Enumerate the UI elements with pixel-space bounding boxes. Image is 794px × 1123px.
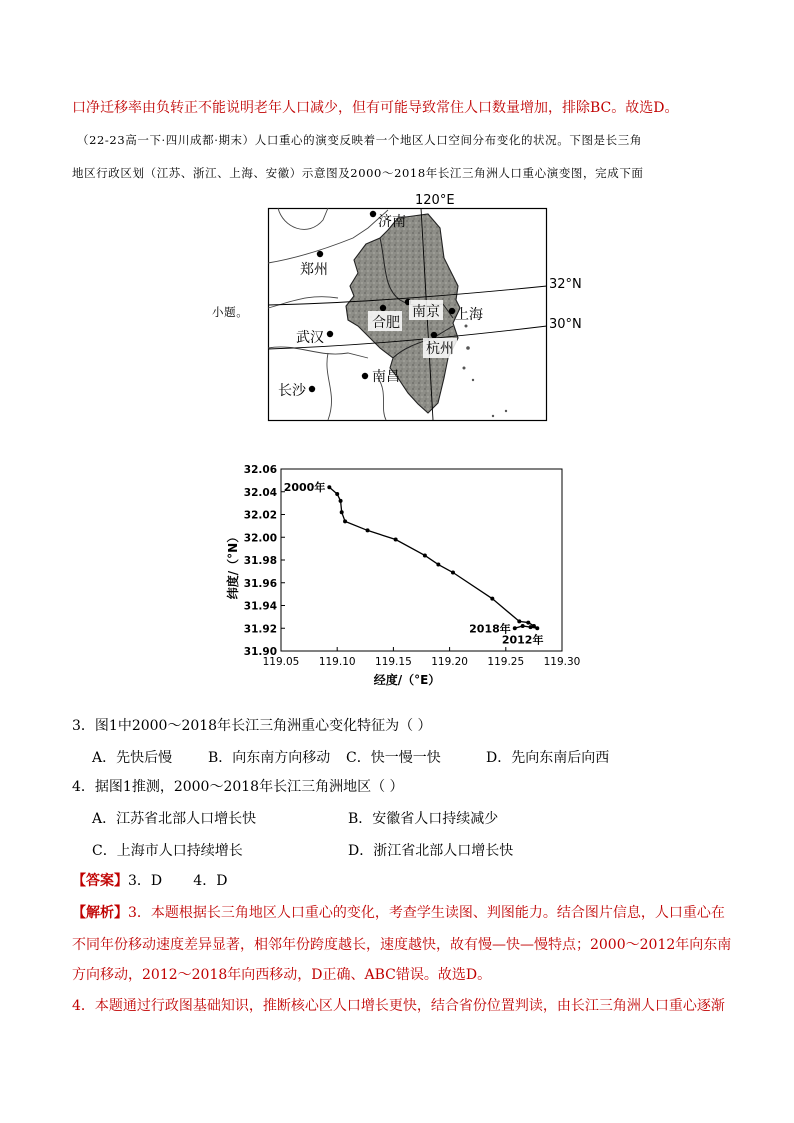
y-tick-label: 31.98: [243, 555, 277, 567]
q4-option-a[interactable]: A．江苏省北部人口增长快: [92, 811, 257, 827]
label-120e: 120°E: [415, 193, 455, 208]
question-intro-line1: （22-23高一下·四川成都·期末）人口重心的演变反映着一个地区人口空间分布变化的状况。下图是长三角: [77, 133, 642, 147]
series-point: [423, 553, 427, 557]
q4-option-d[interactable]: D．浙江省北部人口增长快: [348, 843, 514, 859]
series-point: [517, 619, 521, 623]
y-tick-label: 31.92: [243, 623, 277, 636]
population-center-chart: [225, 455, 581, 694]
analysis-text1: 3．本题根据长三角地区人口重心的变化，考查学生读图、判图能力。结合图片信息，人口重心在: [128, 905, 725, 921]
label-32n: 32°N: [549, 277, 582, 292]
city-label-hefei: 合肥: [372, 315, 400, 331]
yangtze-delta-map: [268, 208, 548, 434]
answer-text: 3．D 4．D: [128, 873, 228, 889]
y-tick-label: 31.94: [243, 600, 277, 613]
y-tick-label: 31.90: [243, 646, 277, 658]
analysis-line1: [72, 903, 725, 923]
q3-option-d[interactable]: D．先向东南后向西: [486, 750, 610, 766]
y-tick-label: 32.00: [243, 532, 277, 545]
series-point: [526, 621, 530, 625]
series-point: [394, 538, 398, 542]
series-point: [513, 626, 517, 630]
city-label-nanjing: 南京: [412, 304, 440, 320]
series-line: [329, 487, 537, 628]
analysis-line2: 不同年份移动速度差异显著，相邻年份跨度越长，速度越快，故有慢—快—慢特点；2000～2012年向东南: [72, 937, 732, 953]
city-dot-hefei: [380, 305, 386, 311]
series-point: [327, 485, 331, 489]
series-point: [521, 624, 525, 628]
x-tick-label: 119.10: [318, 656, 356, 668]
series-point: [335, 492, 339, 496]
city-label-wuhan: 武汉: [296, 330, 324, 346]
chart-xlabel: 经度/（°E）: [373, 673, 441, 687]
answer-line: [72, 871, 227, 891]
analysis-line3: 方向移动，2012～2018年向西移动，D正确、ABC错误。故选D。: [72, 967, 492, 983]
answer-label: 【答案】: [72, 873, 128, 889]
city-label-zhengzhou: 郑州: [300, 262, 328, 278]
x-tick-label: 119.30: [543, 656, 581, 668]
chart-frame: [281, 469, 562, 651]
q4-option-b[interactable]: B．安徽省人口持续减少: [348, 811, 499, 827]
x-tick-label: 119.25: [487, 656, 525, 668]
annotation-2012: 2012年: [501, 633, 544, 647]
city-dot-wuhan: [327, 331, 333, 337]
annotation-2000: 2000年: [283, 481, 326, 495]
city-dot-hangzhou: [431, 332, 437, 338]
annotation-2018: 2018年: [469, 622, 511, 636]
question-intro-line2: 地区行政区划（江苏、浙江、上海、安徽）示意图及2000～2018年长江三角洲人口重心演变图，完成下面: [72, 166, 644, 180]
q4-option-c[interactable]: C．上海市人口持续增长: [92, 843, 243, 859]
y-tick-label: 32.06: [243, 464, 277, 476]
series-point: [339, 499, 343, 503]
y-tick-label: 32.04: [243, 486, 277, 499]
series-point: [490, 597, 494, 601]
series-point: [340, 510, 344, 514]
city-dot-changsha: [309, 386, 315, 392]
x-tick-label: 119.05: [262, 656, 300, 668]
series-point: [366, 528, 370, 532]
city-dot-nanchang: [362, 373, 368, 379]
city-label-hangzhou: 杭州: [426, 341, 454, 357]
series-point: [436, 563, 440, 567]
q3-option-c[interactable]: C．快一慢一快: [346, 750, 441, 766]
city-label-changsha: 长沙: [278, 383, 306, 399]
analysis-line4: 4．本题通过行政图基础知识，推断核心区人口增长更快，结合省份位置判读，由长江三角洲人口重心逐渐: [72, 998, 725, 1014]
q4-stem: 4．据图1推测，2000～2018年长江三角洲地区（ ）: [72, 779, 404, 795]
chart-ylabel: 纬度/（°N）: [226, 530, 240, 600]
city-dot-zhengzhou: [317, 251, 323, 257]
analysis-label: 【解析】: [72, 905, 128, 921]
city-label-jinan: 济南: [378, 214, 406, 230]
city-label-nanchang: 南昌: [372, 369, 400, 385]
x-tick-label: 119.20: [431, 656, 468, 668]
x-tick-label: 119.15: [375, 656, 412, 668]
q3-stem: 3．图1中2000～2018年长江三角洲重心变化特征为（ ）: [72, 718, 432, 734]
y-tick-label: 31.96: [243, 577, 277, 590]
label-30n: 30°N: [549, 317, 582, 332]
series-point: [343, 519, 347, 523]
q3-option-b[interactable]: B．向东南方向移动: [208, 750, 331, 766]
city-dot-jinan: [370, 211, 376, 217]
y-tick-label: 32.02: [243, 509, 277, 522]
city-label-shanghai: 上海: [455, 307, 483, 323]
series-point: [529, 625, 533, 629]
q3-option-a[interactable]: A．先快后慢: [92, 750, 173, 766]
answer-tail-line: 口净迁移率由负转正不能说明老年人口减少，但有可能导致常住人口数量增加，排除BC。故选D。: [72, 100, 679, 116]
question-intro-line3: 小题。: [212, 305, 249, 319]
series-point: [451, 571, 455, 575]
series-point: [535, 626, 539, 630]
